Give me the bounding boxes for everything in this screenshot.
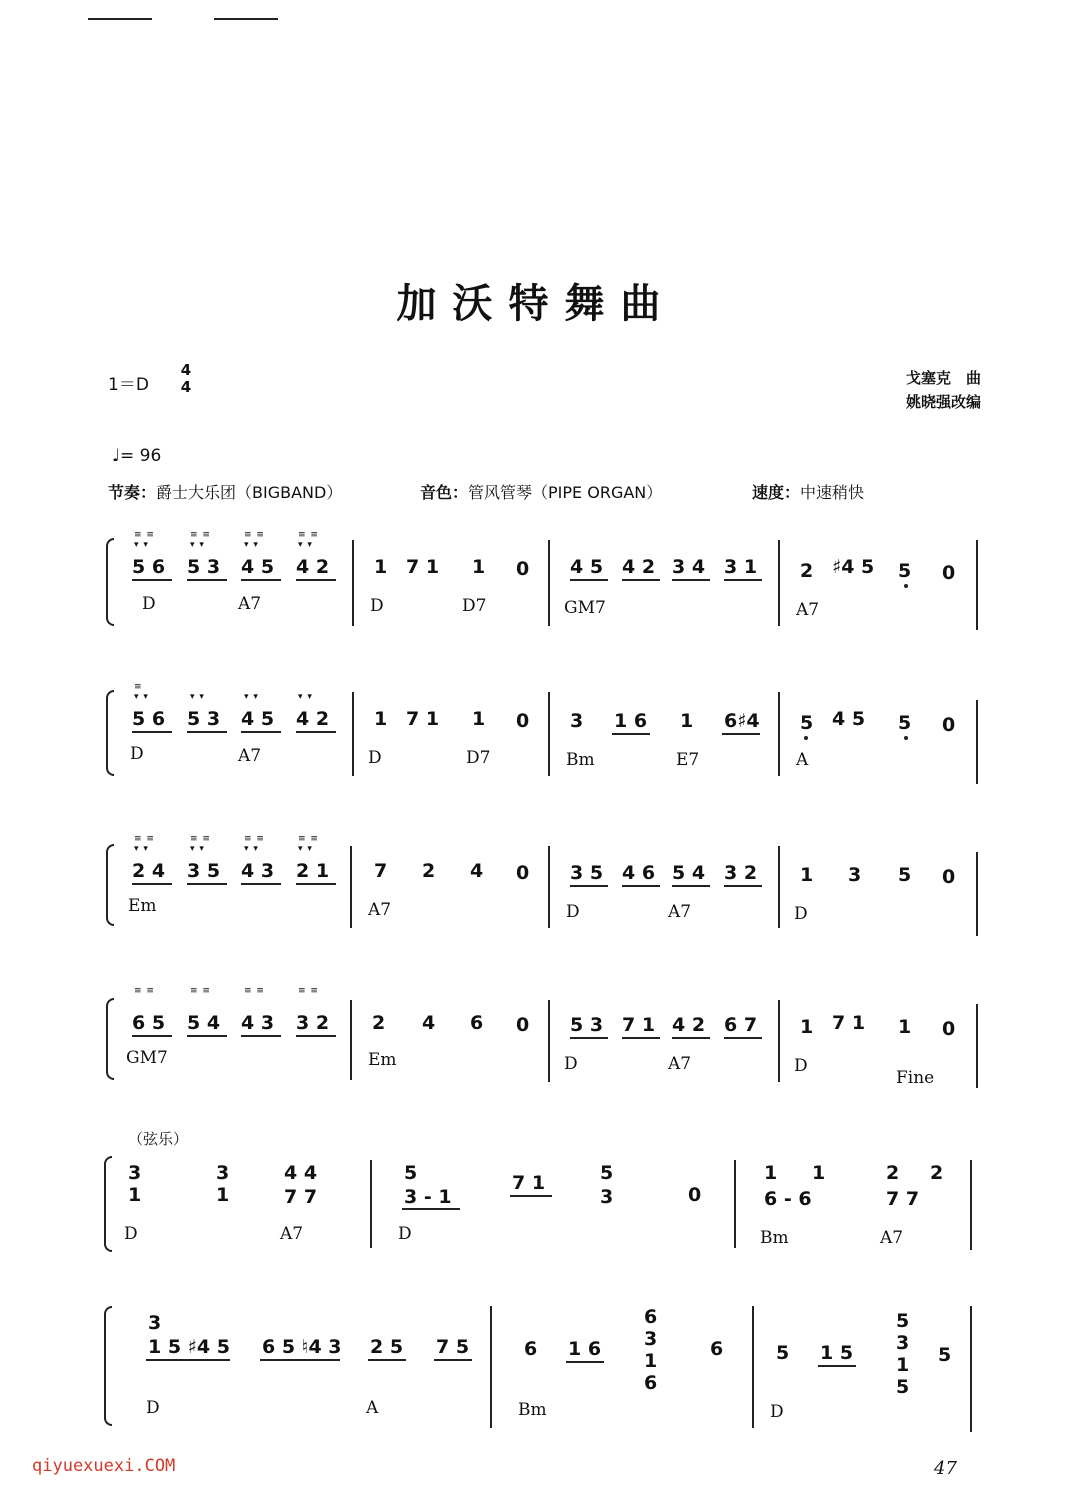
system-brace — [104, 1306, 112, 1426]
note: 3 — [848, 864, 862, 886]
barline-end — [976, 700, 978, 784]
beam — [622, 579, 660, 581]
note: 3 — [570, 710, 584, 732]
note-group: 4 5 — [570, 556, 604, 578]
note-group: 4 5 — [241, 708, 275, 730]
note-lower: 7 7 — [284, 1186, 318, 1208]
chord-symbol: Bm — [518, 1400, 547, 1420]
rest: 0 — [516, 558, 530, 580]
chord-symbol: D — [770, 1402, 784, 1422]
rest: 0 — [942, 714, 956, 736]
beam — [241, 1035, 281, 1037]
barline-end — [970, 1160, 972, 1250]
tone-value: 管风管琴（PIPE ORGAN） — [468, 483, 663, 502]
chord-symbol: D — [124, 1224, 138, 1244]
barline — [778, 1000, 780, 1082]
note-group: 5 3 — [187, 556, 221, 578]
rest: 0 — [516, 862, 530, 884]
chord-symbol: A — [366, 1398, 379, 1418]
barline — [752, 1306, 754, 1428]
beam — [132, 731, 172, 733]
barline — [734, 1160, 736, 1248]
note-group: 5 6 — [132, 708, 166, 730]
note-group: 7 1 — [406, 556, 440, 578]
note-lower: 1 — [128, 1184, 142, 1206]
lower-octave-dot — [804, 736, 808, 740]
note: 4 — [422, 1012, 436, 1034]
barline — [778, 540, 780, 626]
chord-stack: 6 3 1 6 — [644, 1306, 658, 1394]
rhythm-value: 爵士大乐团（BIGBAND） — [156, 483, 343, 502]
beam — [612, 733, 650, 735]
rhythm-label: 节奏： — [108, 483, 157, 502]
beam — [260, 1359, 340, 1361]
beam — [187, 731, 227, 733]
note: 1 — [898, 1016, 912, 1038]
chord-symbol: D — [794, 1056, 808, 1076]
barline — [778, 692, 780, 776]
note-group: 4 3 — [241, 1012, 275, 1034]
note: 5 — [776, 1342, 790, 1364]
beam — [241, 883, 281, 885]
note-group: 7 1 — [622, 1014, 656, 1036]
rhythm-setting — [108, 480, 342, 503]
chord-symbol: A7 — [238, 746, 262, 766]
articulation-marks: ▾ ▾ — [190, 692, 205, 702]
beam — [622, 885, 660, 887]
note-group: 1 6 — [568, 1338, 602, 1360]
note-group: 6 5 — [132, 1012, 166, 1034]
note: 4 — [470, 860, 484, 882]
beam — [622, 1037, 660, 1039]
note: 5 — [800, 712, 814, 734]
note: 1 — [680, 710, 694, 732]
note-group: 4 2 — [672, 1014, 706, 1036]
note-group: 7 5 — [436, 1336, 470, 1358]
note-group: 3 2 — [724, 862, 758, 884]
rest: 0 — [942, 562, 956, 584]
note-upper: 1 — [764, 1162, 778, 1184]
chord-symbol: D — [564, 1054, 578, 1074]
note-upper: 2 — [930, 1162, 944, 1184]
beam — [724, 579, 762, 581]
note: 1 — [374, 556, 388, 578]
time-signature-bottom: 4 — [180, 378, 192, 396]
barline — [350, 846, 352, 928]
beam — [146, 1359, 230, 1361]
beam — [187, 579, 227, 581]
note-group: 3 5 — [187, 860, 221, 882]
beam — [296, 579, 336, 581]
note-upper: 3 — [216, 1162, 230, 1184]
articulation-marks: ≡ ≡ ▾ ▾ — [298, 834, 319, 854]
rest: 0 — [516, 1014, 530, 1036]
speed-value: 中速稍快 — [800, 483, 865, 502]
chord-symbol: D7 — [466, 748, 491, 768]
beam — [187, 883, 227, 885]
chord-symbol: A7 — [880, 1228, 904, 1248]
chord-symbol: Em — [128, 896, 157, 916]
rest: 0 — [942, 1018, 956, 1040]
system-brace — [104, 1156, 112, 1252]
note-group: 2 4 — [132, 860, 166, 882]
beam — [132, 579, 172, 581]
note-group: 2 5 — [370, 1336, 404, 1358]
beam — [724, 1037, 762, 1039]
chord-symbol: Em — [368, 1050, 397, 1070]
chord-symbol: D — [398, 1224, 412, 1244]
note: 6 — [524, 1338, 538, 1360]
note-group: 1 6 — [614, 710, 648, 732]
chord-symbol: D — [370, 596, 384, 616]
note-group: 2 1 — [296, 860, 330, 882]
beam — [368, 1359, 406, 1361]
chord-symbol: A7 — [238, 594, 262, 614]
note-group: ♯4 5 — [832, 556, 875, 578]
articulation-marks: ≡ ≡ — [298, 986, 319, 996]
lower-octave-dot — [904, 736, 908, 740]
barline — [490, 1306, 492, 1428]
barline — [548, 846, 550, 928]
chord-symbol: A7 — [668, 1054, 692, 1074]
note-group: 4 2 — [296, 708, 330, 730]
chord-symbol: A7 — [668, 902, 692, 922]
note: 6 — [470, 1012, 484, 1034]
note-lower: 3 — [600, 1186, 614, 1208]
note: 5 — [898, 712, 912, 734]
system-brace — [106, 844, 114, 926]
note-group: 7 1 — [832, 1012, 866, 1034]
note: 7 — [374, 860, 388, 882]
note-group: 4 6 — [622, 862, 656, 884]
barline — [548, 1000, 550, 1082]
note: 3 — [148, 1312, 162, 1334]
note-upper: 2 — [886, 1162, 900, 1184]
beam — [510, 1195, 552, 1197]
beam — [296, 883, 336, 885]
note-group: 1 5 — [820, 1342, 854, 1364]
beam — [241, 731, 281, 733]
rest: 0 — [516, 710, 530, 732]
note-group: 3 2 — [296, 1012, 330, 1034]
note: 1 — [800, 864, 814, 886]
time-signature-top: 4 — [180, 361, 192, 379]
note-group: 4 5 — [832, 708, 866, 730]
note-group: 6♯4 — [724, 710, 760, 732]
barline — [352, 540, 354, 626]
articulation-marks: ≡ ≡ ▾ ▾ — [190, 530, 211, 550]
rest: 0 — [688, 1184, 702, 1206]
articulation-marks: ≡ ≡ ▾ ▾ — [190, 834, 211, 854]
beam — [672, 1037, 710, 1039]
beam — [570, 1037, 608, 1039]
note: 1 — [472, 556, 486, 578]
note-group: 3 1 — [724, 556, 758, 578]
note-group: 7 1 — [406, 708, 440, 730]
chord-symbol: D — [130, 744, 144, 764]
site-watermark: qiyuexuexi.COM — [32, 1456, 176, 1476]
note-group: 3 4 — [672, 556, 706, 578]
note-group: 4 5 — [241, 556, 275, 578]
chord-symbol: A7 — [368, 900, 392, 920]
note-upper: 1 — [812, 1162, 826, 1184]
note-group: 5 6 — [132, 556, 166, 578]
barline-end — [970, 1306, 972, 1432]
note: 2 — [372, 1012, 386, 1034]
articulation-marks: ≡ ≡ ▾ ▾ — [134, 530, 155, 550]
section-label: （弦乐） — [128, 1130, 189, 1148]
beam — [296, 731, 336, 733]
time-signature — [178, 362, 194, 396]
speed-setting — [752, 480, 864, 503]
tone-label: 音色： — [420, 483, 469, 502]
articulation-marks: ▾ ▾ — [244, 692, 259, 702]
articulation-marks: ≡ ≡ — [244, 986, 265, 996]
note-group: 5 4 — [672, 862, 706, 884]
fine-marking: Fine — [896, 1068, 935, 1088]
note: 2 — [800, 560, 814, 582]
note-group: 4 3 — [241, 860, 275, 882]
note-group: 5 3 — [570, 1014, 604, 1036]
note-group: 5 3 — [187, 708, 221, 730]
barline — [778, 846, 780, 928]
tempo-marking: ♩= 96 — [112, 446, 162, 466]
note-upper: 4 4 — [284, 1162, 318, 1184]
beam — [296, 1035, 336, 1037]
chord-symbol: A7 — [796, 600, 820, 620]
arranger-credit: 姚晓强改编 — [905, 393, 981, 411]
barline-end — [976, 540, 978, 630]
articulation-marks: ≡ ≡ ▾ ▾ — [298, 530, 319, 550]
articulation-marks: ≡ ≡ — [134, 986, 155, 996]
articulation-marks: ▾ ▾ — [298, 692, 313, 702]
note: 5 — [898, 560, 912, 582]
barline-end — [976, 1004, 978, 1088]
chord-symbol: D — [794, 904, 808, 924]
note: 5 — [898, 864, 912, 886]
chord-symbol: E7 — [676, 750, 700, 770]
note-lower: 6 - 6 — [764, 1188, 812, 1210]
chord-symbol: D7 — [462, 596, 487, 616]
system-brace — [106, 690, 114, 776]
note-lower: 3 - 1 — [404, 1186, 452, 1208]
chord-symbol: D — [368, 748, 382, 768]
note-group: 1 5 ♯4 5 — [148, 1336, 230, 1358]
beam — [570, 885, 608, 887]
articulation-marks: ≡ ▾ ▾ — [134, 682, 149, 702]
beam — [570, 579, 608, 581]
note-group: 4 2 — [622, 556, 656, 578]
articulation-marks: ≡ ≡ — [190, 986, 211, 996]
beam — [132, 1035, 172, 1037]
chord-symbol: D — [146, 1398, 160, 1418]
lower-octave-dot — [904, 584, 908, 588]
beam — [672, 579, 710, 581]
page-title: 加沃特舞曲 — [396, 280, 677, 327]
articulation-marks: ≡ ≡ ▾ ▾ — [134, 834, 155, 854]
articulation-marks: ≡ ≡ ▾ ▾ — [244, 834, 265, 854]
system-brace — [106, 998, 114, 1080]
note-lower: 7 7 — [886, 1188, 920, 1210]
barline-end — [976, 852, 978, 936]
chord-symbol: D — [142, 594, 156, 614]
chord-symbol: GM7 — [564, 598, 606, 618]
chord-symbol: Bm — [566, 750, 595, 770]
beam — [722, 733, 760, 735]
beam — [434, 1359, 472, 1361]
note-lower: 1 — [216, 1184, 230, 1206]
chord-symbol: D — [566, 902, 580, 922]
chord-symbol: A7 — [280, 1224, 304, 1244]
tone-setting — [420, 480, 662, 503]
barline — [548, 692, 550, 776]
beam — [241, 579, 281, 581]
system-brace — [106, 538, 114, 626]
note-upper: 7 1 — [512, 1172, 546, 1194]
note-group: 6 7 — [724, 1014, 758, 1036]
beam — [402, 1208, 460, 1210]
note-upper: 5 — [404, 1162, 418, 1184]
note-group: 3 5 — [570, 862, 604, 884]
chord-stack: 5 3 1 5 — [896, 1310, 910, 1398]
key-signature: 1＝D — [108, 375, 149, 395]
note: 2 — [422, 860, 436, 882]
note: 6 — [710, 1338, 724, 1360]
note-group: 6 5 ♮4 3 — [262, 1336, 342, 1358]
chord-symbol: Bm — [760, 1228, 789, 1248]
chord-symbol: GM7 — [126, 1048, 168, 1068]
note-group: 5 4 — [187, 1012, 221, 1034]
note-upper: 5 — [600, 1162, 614, 1184]
note: 1 — [374, 708, 388, 730]
speed-label: 速度： — [752, 483, 801, 502]
rest: 0 — [942, 866, 956, 888]
articulation-marks: ≡ ≡ ▾ ▾ — [244, 530, 265, 550]
note-upper: 3 — [128, 1162, 142, 1184]
beam — [724, 885, 762, 887]
barline — [370, 1160, 372, 1248]
note-group: 4 2 — [296, 556, 330, 578]
chord-symbol: A — [796, 750, 809, 770]
beam — [566, 1361, 604, 1363]
composer-credit: 戈塞克 曲 — [905, 369, 981, 387]
beam — [187, 1035, 227, 1037]
beam — [818, 1365, 856, 1367]
beam — [672, 885, 710, 887]
note: 5 — [938, 1344, 952, 1366]
barline — [548, 540, 550, 626]
note: 1 — [800, 1016, 814, 1038]
beam — [132, 883, 172, 885]
barline — [352, 692, 354, 776]
barline — [350, 1000, 352, 1080]
page-number: 47 — [934, 1458, 957, 1479]
note: 1 — [472, 708, 486, 730]
